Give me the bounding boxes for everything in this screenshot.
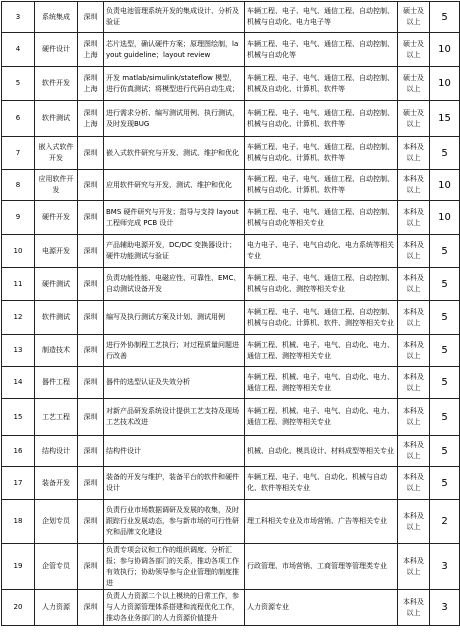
major-requirement-cell: 车辆工程、电子、电气、通信工程、自动控制、机械及自动化、计算机、软件等 (245, 67, 398, 101)
table-row (2, 33, 460, 67)
major-requirement-cell: 车辆工程、机械、电子、电气、自动化、电力、通信工程、测控等相关专业 (245, 367, 398, 399)
headcount-cell: 15 (430, 101, 460, 137)
work-city-cell: 深圳 (78, 170, 104, 201)
major-requirement-cell: 车辆工程、电子、电气、通信工程、自动控制、机械与自动化、计算机、软件等 (245, 101, 398, 137)
work-city-cell: 深圳 (78, 500, 104, 544)
headcount-cell: 2 (430, 500, 460, 544)
major-requirement-cell: 车辆工程、电子、电气、自动化、机械与自动化、软件等相关专业 (245, 467, 398, 500)
row-number-cell: 4 (2, 33, 35, 67)
headcount-cell: 5 (430, 399, 460, 436)
recruitment-table (1, 1, 460, 626)
education-requirement-cell: 硕士及以上 (398, 33, 430, 67)
position-name-cell: 系统集成 (35, 2, 78, 33)
position-name-cell: 软件测试 (35, 301, 78, 335)
headcount-cell: 10 (430, 33, 460, 67)
job-duty-cell: 负责行业市场数据调研及发展的收集，及时跟踪行业发展动态，参与新市场的可行性研究和品牌文化建设 (104, 500, 245, 544)
row-number-cell: 3 (2, 2, 35, 33)
position-name-cell: 工艺工程 (35, 399, 78, 436)
education-requirement-cell: 本科及以上 (398, 235, 430, 268)
position-name-cell: 结构设计 (35, 436, 78, 467)
row-number-cell: 11 (2, 268, 35, 301)
headcount-cell: 5 (430, 436, 460, 467)
table-row (2, 235, 460, 268)
work-city-cell: 深圳 (78, 436, 104, 467)
major-requirement-cell: 车辆工程、电子、电气、通信工程、自动控制、机械与自动化等相关专业 (245, 201, 398, 235)
position-name-cell: 企划专员 (35, 500, 78, 544)
job-duty-cell: 进行需求分析、编写测试用例、执行测试，及时发现BUG (104, 101, 245, 137)
major-requirement-cell: 车辆工程、机械、电子、电气、自动化、电力、通信工程、测控等相关专业 (245, 335, 398, 367)
table-row (2, 399, 460, 436)
position-name-cell: 软件开发 (35, 67, 78, 101)
position-name-cell: 人力资源 (35, 590, 78, 626)
table-row (2, 467, 460, 500)
position-name-cell: 硬件设计 (35, 33, 78, 67)
position-name-cell: 制造技术 (35, 335, 78, 367)
work-city-cell: 深圳 (78, 335, 104, 367)
row-number-cell: 13 (2, 335, 35, 367)
table-row (2, 268, 460, 301)
position-name-cell: 硬件开发 (35, 201, 78, 235)
position-name-cell: 应用软件开发 (35, 170, 78, 201)
headcount-cell: 5 (430, 335, 460, 367)
work-city-cell: 深圳 (78, 235, 104, 268)
work-city-cell: 深圳 (78, 367, 104, 399)
job-duty-cell: 器件的选型认证及失效分析 (104, 367, 245, 399)
row-number-cell: 19 (2, 544, 35, 590)
row-number-cell: 9 (2, 201, 35, 235)
row-number-cell: 6 (2, 101, 35, 137)
major-requirement-cell: 车辆工程、电子、电气、通信工程、自动控制、机械与自动化、计算机、软件等 (245, 137, 398, 170)
work-city-cell: 深圳 上海 (78, 101, 104, 137)
row-number-cell: 10 (2, 235, 35, 268)
row-number-cell: 5 (2, 67, 35, 101)
table-row (2, 335, 460, 367)
education-requirement-cell: 本科及以上 (398, 436, 430, 467)
headcount-cell: 10 (430, 201, 460, 235)
work-city-cell: 深圳 (78, 467, 104, 500)
major-requirement-cell: 理工科相关专业及市场营销、广告等相关专业 (245, 500, 398, 544)
position-name-cell: 电源开发 (35, 235, 78, 268)
job-duty-cell: 结构件设计 (104, 436, 245, 467)
row-number-cell: 15 (2, 399, 35, 436)
job-duty-cell: 开发 matlab/simulink/stateflow 模型，进行仿真测试；将模型进行代码自动生成； (104, 67, 245, 101)
education-requirement-cell: 本科及以上 (398, 399, 430, 436)
headcount-cell: 10 (430, 67, 460, 101)
job-duty-cell: 负责电池管理系统开发的集成设计、分析及验证 (104, 2, 245, 33)
table-row (2, 101, 460, 137)
major-requirement-cell: 人力资源专业 (245, 590, 398, 626)
major-requirement-cell: 车辆工程、电子、电气、通信工程、自动控制、机械与自动化等 (245, 33, 398, 67)
headcount-cell: 5 (430, 2, 460, 33)
row-number-cell: 18 (2, 500, 35, 544)
major-requirement-cell: 车辆工程、机械、电子、电气、自动化、电力、通信工程、测控等相关专业 (245, 399, 398, 436)
work-city-cell: 深圳 (78, 544, 104, 590)
job-duty-cell: 产品辅助电源开发，DC/DC 变换器设计；硬件功能测试与验证 (104, 235, 245, 268)
headcount-cell: 10 (430, 170, 460, 201)
table-row (2, 301, 460, 335)
headcount-cell: 5 (430, 235, 460, 268)
education-requirement-cell: 本科及以上 (398, 367, 430, 399)
table-row (2, 170, 460, 201)
work-city-cell: 深圳 (78, 301, 104, 335)
major-requirement-cell: 车辆工程、电子、电气、通信工程、自动控制、机械与自动化、计算机、软件等 (245, 170, 398, 201)
row-number-cell: 8 (2, 170, 35, 201)
row-number-cell: 12 (2, 301, 35, 335)
education-requirement-cell: 本科及以上 (398, 201, 430, 235)
education-requirement-cell: 本科及以上 (398, 268, 430, 301)
education-requirement-cell: 硕士及以上 (398, 2, 430, 33)
work-city-cell: 深圳 上海 (78, 33, 104, 67)
job-duty-cell: 应用软件研究与开发、测试、维护和优化 (104, 170, 245, 201)
headcount-cell: 3 (430, 590, 460, 626)
education-requirement-cell: 本科及以上 (398, 335, 430, 367)
position-name-cell: 硬件测试 (35, 268, 78, 301)
row-number-cell: 14 (2, 367, 35, 399)
position-name-cell: 软件测试 (35, 101, 78, 137)
job-duty-cell: 负责功能性能、电磁应性、可靠性、EMC、自动测试设备开发 (104, 268, 245, 301)
job-duty-cell: 装备的开发与维护，装备平台的软件和硬件设计 (104, 467, 245, 500)
work-city-cell: 深圳 (78, 2, 104, 33)
work-city-cell: 深圳 (78, 590, 104, 626)
table-row (2, 201, 460, 235)
table-row (2, 137, 460, 170)
major-requirement-cell: 电力电子、电子、电气自动化、电力系统等相关专业 (245, 235, 398, 268)
job-duty-cell: 对新产品研发系统设计提供工艺支持及现场工艺技术改进 (104, 399, 245, 436)
work-city-cell: 深圳 上海 (78, 67, 104, 101)
job-duty-cell: 负责专项会议和工作的组织调度、分析汇报；参与协调各部门的关系，推动各项工作有效执行；协助领导参与企业管理的制度推进 (104, 544, 245, 590)
work-city-cell: 深圳 (78, 137, 104, 170)
table-row (2, 544, 460, 590)
major-requirement-cell: 机械、自动化、模具设计、材料成型等相关专业 (245, 436, 398, 467)
row-number-cell: 7 (2, 137, 35, 170)
headcount-cell: 5 (430, 137, 460, 170)
headcount-cell: 3 (430, 544, 460, 590)
position-name-cell: 装备开发 (35, 467, 78, 500)
work-city-cell: 深圳 (78, 201, 104, 235)
job-duty-cell: BMS 硬件研究与开发；指导与支持 layout 工程师完成 PCB 设计 (104, 201, 245, 235)
table-row (2, 590, 460, 626)
major-requirement-cell: 车辆工程、电子、电气、通信工程、自动控制、机械与自动化、电力电子等 (245, 2, 398, 33)
job-duty-cell: 编写及执行测试方案及计划、测试用例 (104, 301, 245, 335)
position-name-cell: 嵌入式软件开发 (35, 137, 78, 170)
headcount-cell: 5 (430, 367, 460, 399)
education-requirement-cell: 本科及以上 (398, 590, 430, 626)
headcount-cell: 5 (430, 467, 460, 500)
work-city-cell: 深圳 (78, 268, 104, 301)
education-requirement-cell: 本科及以上 (398, 467, 430, 500)
row-number-cell: 20 (2, 590, 35, 626)
table-row (2, 2, 460, 33)
table-row (2, 500, 460, 544)
row-number-cell: 17 (2, 467, 35, 500)
education-requirement-cell: 本科及以上 (398, 170, 430, 201)
headcount-cell: 5 (430, 301, 460, 335)
major-requirement-cell: 车辆工程、电子、电气、通信工程、自动控制、机械与自动化、测控等相关专业 (245, 268, 398, 301)
job-duty-cell: 进行外协制程工艺执行；对过程质量问题进行改善 (104, 335, 245, 367)
table-row (2, 67, 460, 101)
education-requirement-cell: 本科及以上 (398, 544, 430, 590)
education-requirement-cell: 本科及以上 (398, 137, 430, 170)
education-requirement-cell: 本科及以上 (398, 301, 430, 335)
education-requirement-cell: 硕士及以上 (398, 67, 430, 101)
headcount-cell: 5 (430, 268, 460, 301)
work-city-cell: 深圳 (78, 399, 104, 436)
table-row (2, 436, 460, 467)
major-requirement-cell: 行政管理、市场营销、工商管理等管理类专业 (245, 544, 398, 590)
education-requirement-cell: 本科及以上 (398, 500, 430, 544)
table-body (2, 2, 460, 626)
position-name-cell: 器件工程 (35, 367, 78, 399)
job-duty-cell: 负责人力资源二个以上模块的日常工作，参与人力资源管理体系搭建和流程优化工作，推动各业务部门的人力资源价值提升 (104, 590, 245, 626)
table-row (2, 367, 460, 399)
position-name-cell: 企管专员 (35, 544, 78, 590)
job-duty-cell: 嵌入式软件研究与开发、测试、维护和优化 (104, 137, 245, 170)
job-duty-cell: 芯片选型，确认硬件方案；原理图绘制，layout guideline；layout review (104, 33, 245, 67)
row-number-cell: 16 (2, 436, 35, 467)
education-requirement-cell: 硕士及以上 (398, 101, 430, 137)
major-requirement-cell: 车辆工程、电子、电气、通信工程、自动控制、机械与自动化、计算机、软件、测控等相关专业 (245, 301, 398, 335)
